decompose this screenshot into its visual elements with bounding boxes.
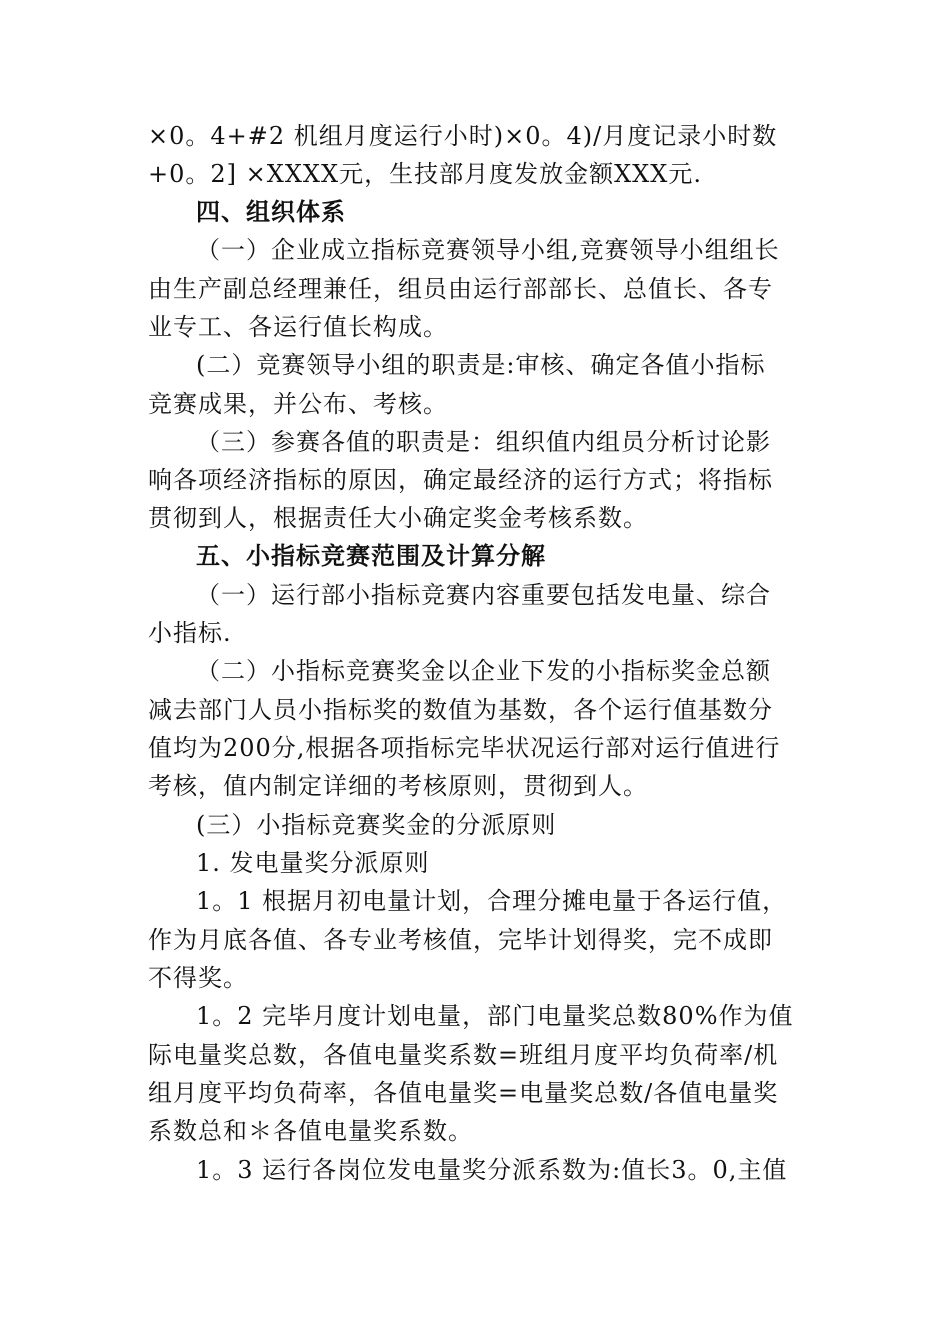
subsection-heading-3: (三）小指标竞赛奖金的分派原则 bbox=[196, 811, 557, 839]
text-line-6: 业专工、各运行值长构成。 bbox=[148, 313, 448, 341]
text-line-4: （一）企业成立指标竞赛领导小组,竞赛领导小组组长 bbox=[196, 236, 780, 264]
text-line-22: 作为月底各值、各专业考核值，完毕计划得奖，完不成即 bbox=[148, 926, 773, 954]
text-line-7: (二）竞赛领导小组的职责是:审核、确定各值小指标 bbox=[196, 351, 766, 379]
text-line-8: 竞赛成果，并公布、考核。 bbox=[148, 390, 448, 418]
text-line-10: 响各项经济指标的原因，确定最经济的运行方式；将指标 bbox=[148, 466, 773, 494]
text-line-17: 值均为200分,根据各项指标完毕状况运行部对运行值进行 bbox=[148, 734, 781, 762]
text-line-24: 1。2 完毕月度计划电量，部门电量奖总数80%作为值 bbox=[196, 1002, 794, 1030]
text-line-16: 减去部门人员小指标奖的数值为基数，各个运行值基数分 bbox=[148, 696, 773, 724]
text-line-2: +0。2] ×XXXX元，生技部月度发放金额XXX元. bbox=[148, 160, 702, 188]
text-line-11: 贯彻到人，根据责任大小确定奖金考核系数。 bbox=[148, 504, 648, 532]
text-line-26: 组月度平均负荷率，各值电量奖=电量奖总数/各值电量奖 bbox=[148, 1079, 779, 1107]
text-line-14: 小指标. bbox=[148, 619, 232, 647]
text-line-18: 考核，值内制定详细的考核原则，贯彻到人。 bbox=[148, 772, 648, 800]
text-line-15: （二）小指标竞赛奖金以企业下发的小指标奖金总额 bbox=[196, 657, 771, 685]
text-line-27: 系数总和＊各值电量奖系数。 bbox=[148, 1117, 473, 1145]
text-line-13: （一）运行部小指标竞赛内容重要包括发电量、综合 bbox=[196, 581, 771, 609]
section-heading-4: 四、组织体系 bbox=[196, 198, 346, 226]
section-heading-5: 五、小指标竞赛范围及计算分解 bbox=[196, 542, 546, 570]
text-line-28: 1。3 运行各岗位发电量奖分派系数为:值长3。0,主值 bbox=[196, 1156, 788, 1184]
text-line-21: 1。1 根据月初电量计划，合理分摊电量于各运行值， bbox=[196, 887, 788, 915]
text-line-5: 由生产副总经理兼任，组员由运行部部长、总值长、各专 bbox=[148, 275, 773, 303]
text-line-23: 不得奖。 bbox=[148, 964, 248, 992]
text-line-9: （三）参赛各值的职责是：组织值内组员分析讨论影 bbox=[196, 428, 771, 456]
text-line-1: ×0。4+#2 机组月度运行小时)×0。4)/月度记录小时数 bbox=[148, 122, 778, 150]
text-line-20: 1. 发电量奖分派原则 bbox=[196, 849, 430, 877]
text-line-25: 际电量奖总数，各值电量奖系数=班组月度平均负荷率/机 bbox=[148, 1041, 779, 1069]
